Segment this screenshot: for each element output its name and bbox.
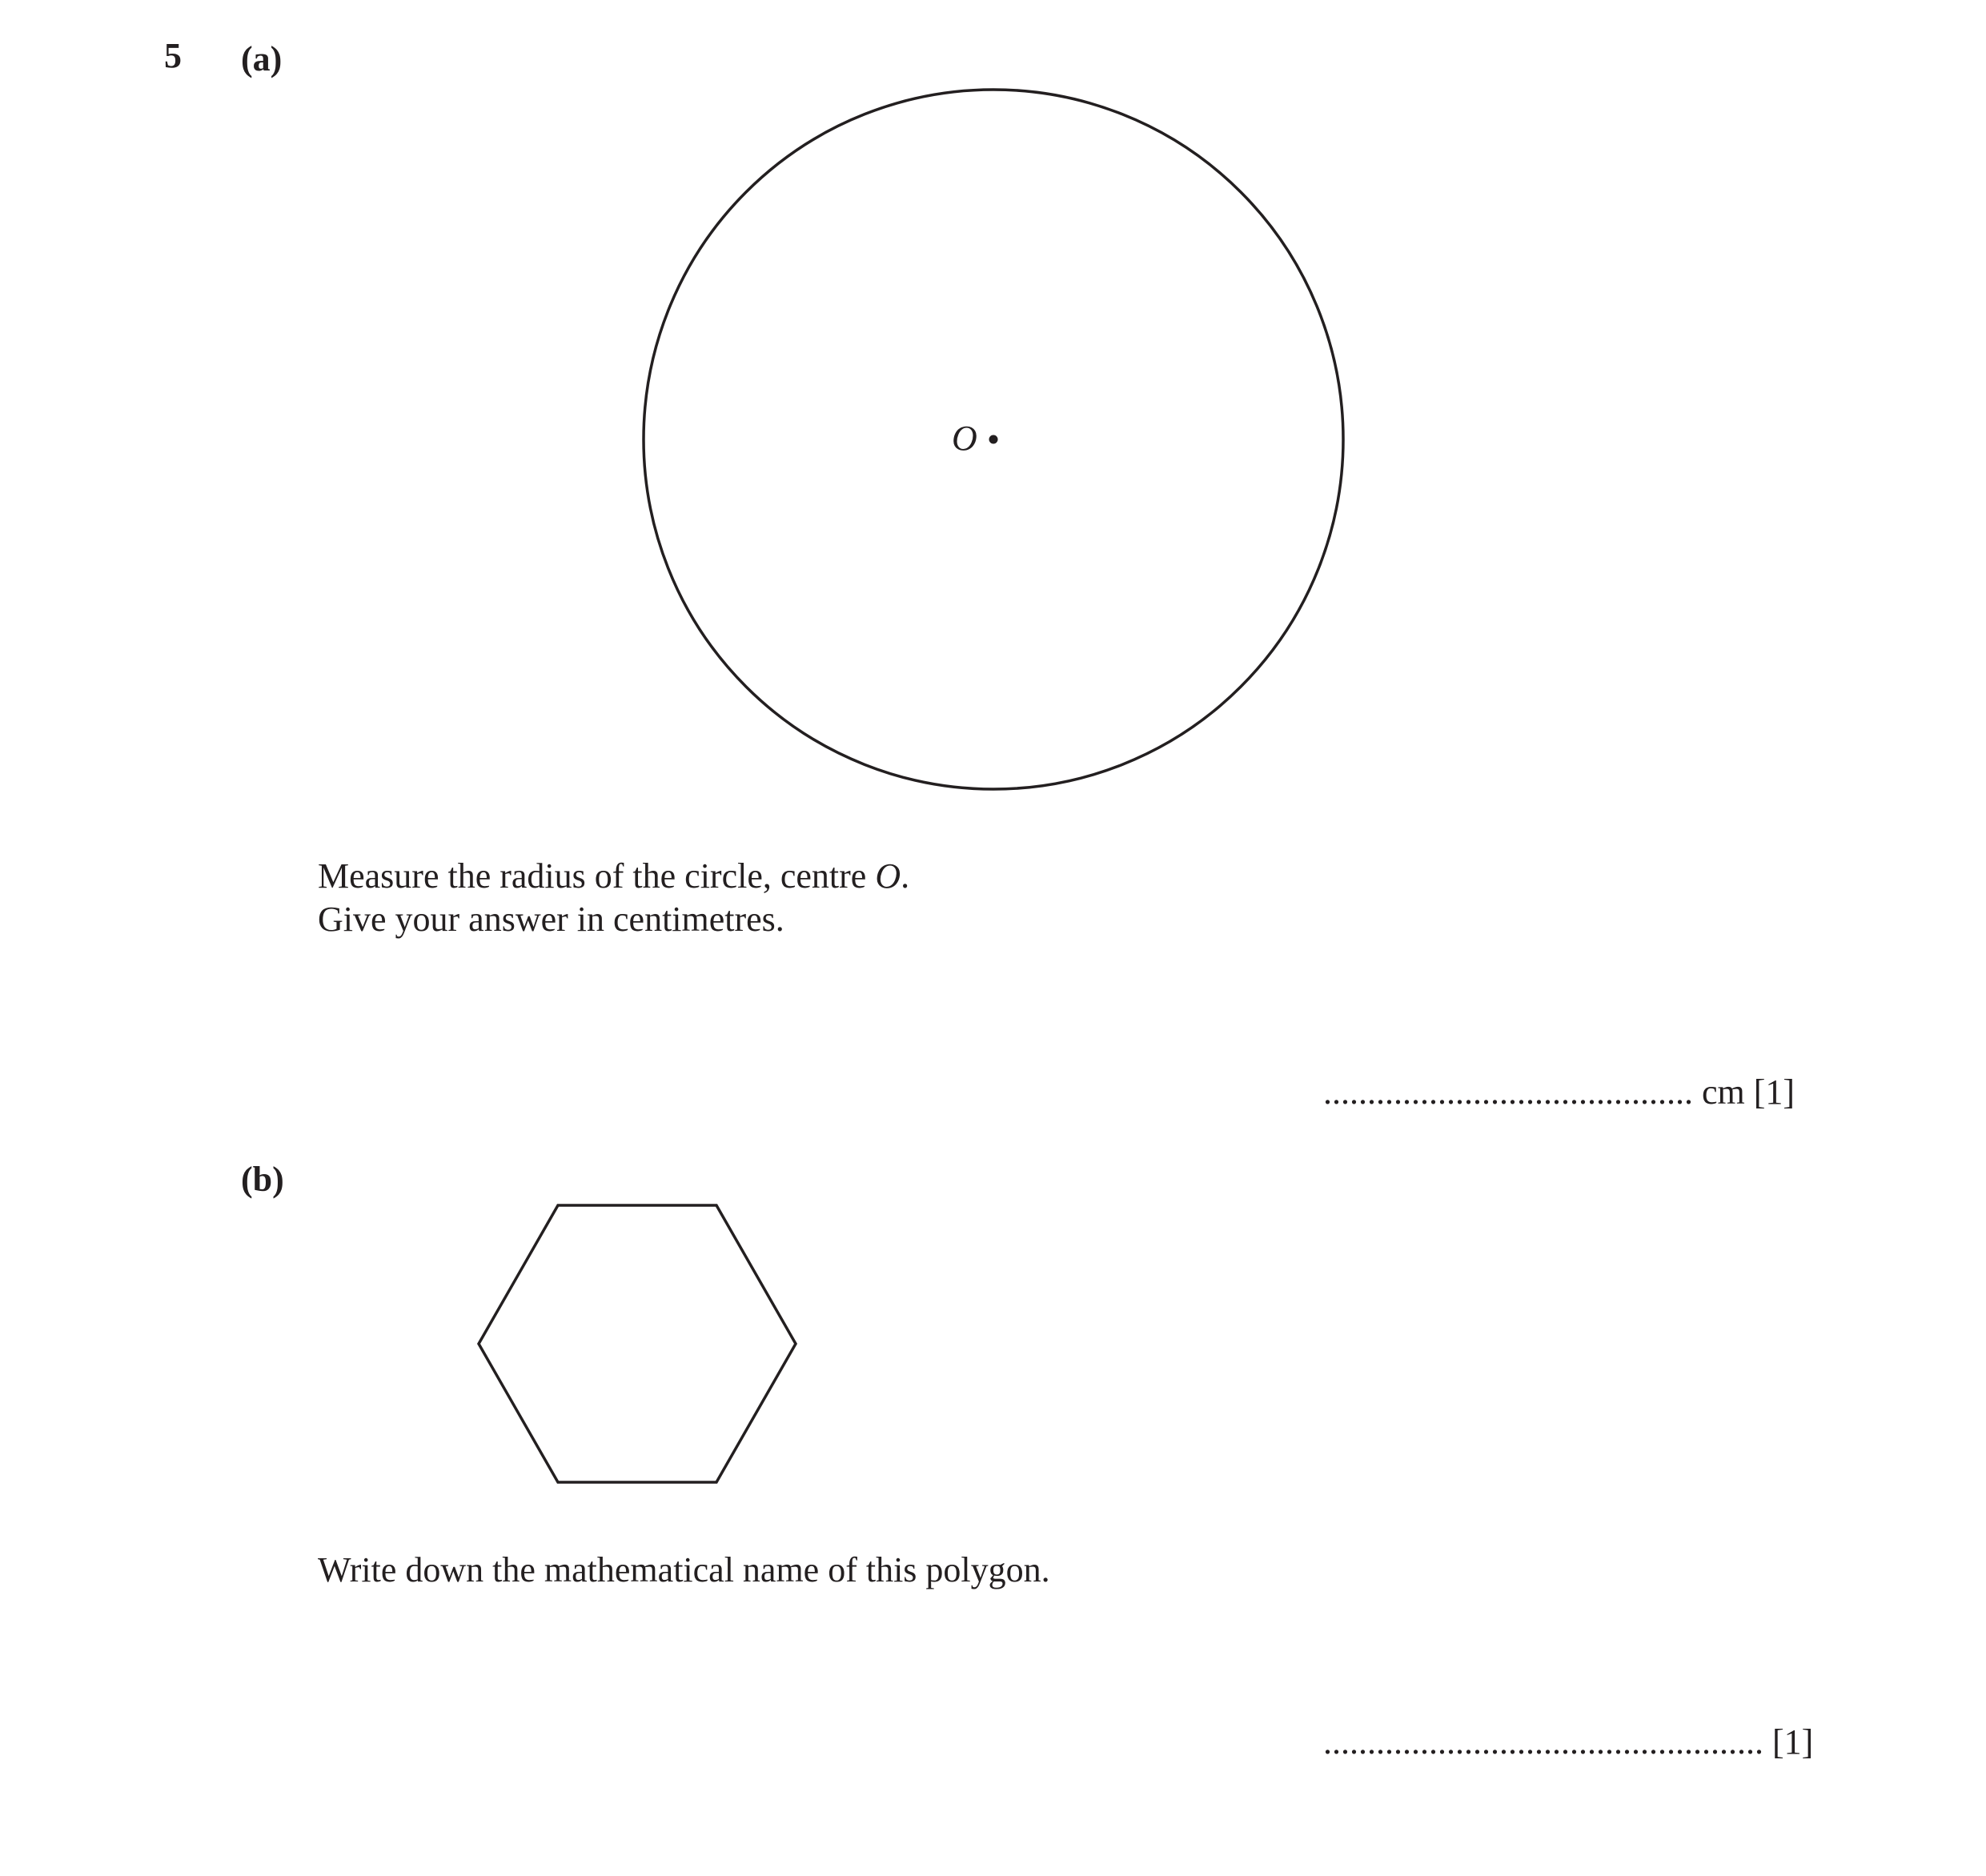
instruction-answer-units: Give your answer in centimetres. [318, 900, 784, 939]
part-b-label: (b) [241, 1160, 284, 1199]
instruction-line1-prefix: Measure the radius of the circle, centre [318, 856, 876, 896]
instruction-line1-italic: O [875, 856, 901, 896]
instruction-polygon-name: Write down the mathematical name of this polygon. [318, 1550, 1050, 1589]
circle-diagram [632, 80, 1353, 800]
hexagon-outline [479, 1205, 796, 1482]
question-number: 5 [164, 36, 182, 75]
answer-suffix-a: cm [1] [1693, 1072, 1795, 1112]
answer-dots-b[interactable]: .................................................. [1323, 1722, 1763, 1762]
part-a-label: (a) [241, 39, 283, 78]
answer-dots-a[interactable]: .......................................... [1323, 1072, 1693, 1112]
hexagon-diagram [472, 1197, 808, 1493]
answer-suffix-b: [1] [1763, 1722, 1814, 1762]
answer-line-b[interactable] [1323, 1722, 1814, 1762]
centre-label: O [952, 419, 977, 458]
instruction-measure-radius [318, 855, 909, 898]
instruction-line1-suffix: . [901, 856, 910, 896]
centre-point [989, 435, 998, 444]
answer-line-a[interactable] [1323, 1072, 1795, 1112]
